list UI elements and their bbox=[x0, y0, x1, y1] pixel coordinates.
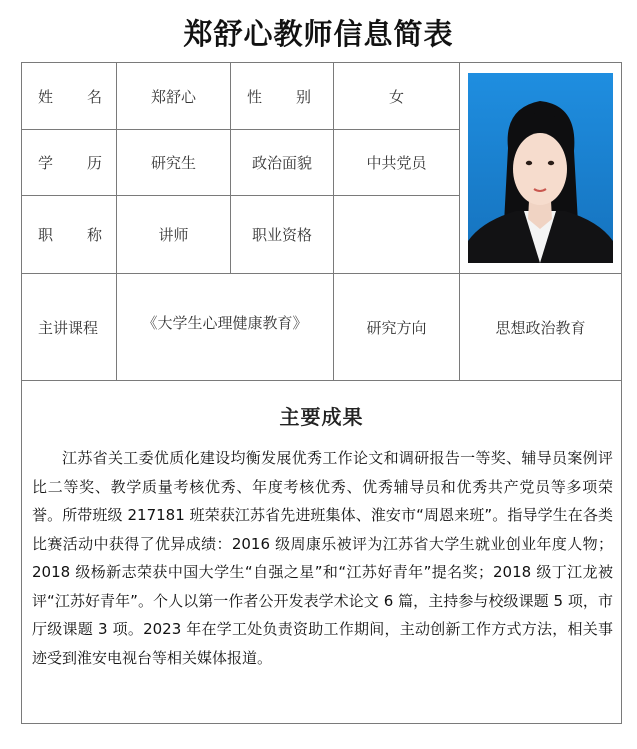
course-value: 《大学生心理健康教育》 bbox=[117, 274, 334, 381]
achievements-heading: 主要成果 bbox=[279, 405, 364, 429]
portrait-photo bbox=[468, 73, 613, 263]
political-value: 中共党员 bbox=[334, 130, 460, 196]
qualification-label: 职业资格 bbox=[231, 196, 334, 274]
info-table bbox=[21, 62, 622, 724]
table-row bbox=[22, 381, 622, 724]
education-label-char2: 历 bbox=[86, 154, 102, 172]
education-label-char1: 学 bbox=[38, 154, 54, 172]
title-label bbox=[38, 224, 102, 245]
education-label bbox=[38, 152, 102, 173]
name-label-char1: 姓 bbox=[38, 87, 54, 106]
title-label-cell bbox=[22, 196, 117, 274]
title-label-char2: 称 bbox=[86, 226, 102, 244]
name-label-cell bbox=[22, 63, 117, 130]
page-title: 郑舒心教师信息简表 bbox=[183, 17, 454, 51]
table-row bbox=[22, 63, 622, 130]
political-label: 政治面貌 bbox=[231, 130, 334, 196]
title-value: 讲师 bbox=[117, 196, 231, 274]
course-label: 主讲课程 bbox=[22, 274, 117, 381]
photo-cell bbox=[460, 63, 622, 274]
achievements-text: 江苏省关工委优质化建设均衡发展优秀工作论文和调研报告一等奖、辅导员案例评比二等奖、教学质量考核优秀、年度考核优秀、优秀辅导员和优秀共产党员等多项荣誉。所带班级 217181 班荣获江苏省先进班集体、淮安市“周恩来班”。指导学生在各类比赛活动中获得了优异成绩：2016 级周康乐被评为江苏省大学生就业创业年度人物；2018 级杨新志荣获中国大学生“自强之星”和“江苏好青年”提名奖；2018 级丁江龙被评“江苏好青年”。个人以第一作者公开发表学术论文 6 篇，主持参与校级课题 5 项，市厅级课题 3 项。2023 年在学工处负责资助工作期间，主动创新工作方式方法，相关事迹受到淮安电视台等相关媒体报道。 bbox=[32, 449, 613, 667]
research-label: 研究方向 bbox=[334, 274, 460, 381]
name-label bbox=[38, 86, 102, 107]
gender-label-char1: 性 bbox=[247, 87, 263, 106]
education-value: 研究生 bbox=[117, 130, 231, 196]
qualification-value bbox=[334, 196, 460, 274]
gender-label-char2: 别 bbox=[295, 87, 311, 106]
education-label-cell bbox=[22, 130, 117, 196]
gender-value: 女 bbox=[334, 63, 460, 130]
table-row bbox=[22, 274, 622, 381]
title-label-char1: 职 bbox=[38, 226, 54, 244]
name-value: 郑舒心 bbox=[117, 63, 231, 130]
gender-label-cell bbox=[231, 63, 334, 130]
research-value: 思想政治教育 bbox=[460, 274, 622, 381]
name-label-char2: 名 bbox=[86, 87, 102, 106]
achievements-cell bbox=[22, 381, 622, 724]
gender-label bbox=[247, 86, 311, 107]
